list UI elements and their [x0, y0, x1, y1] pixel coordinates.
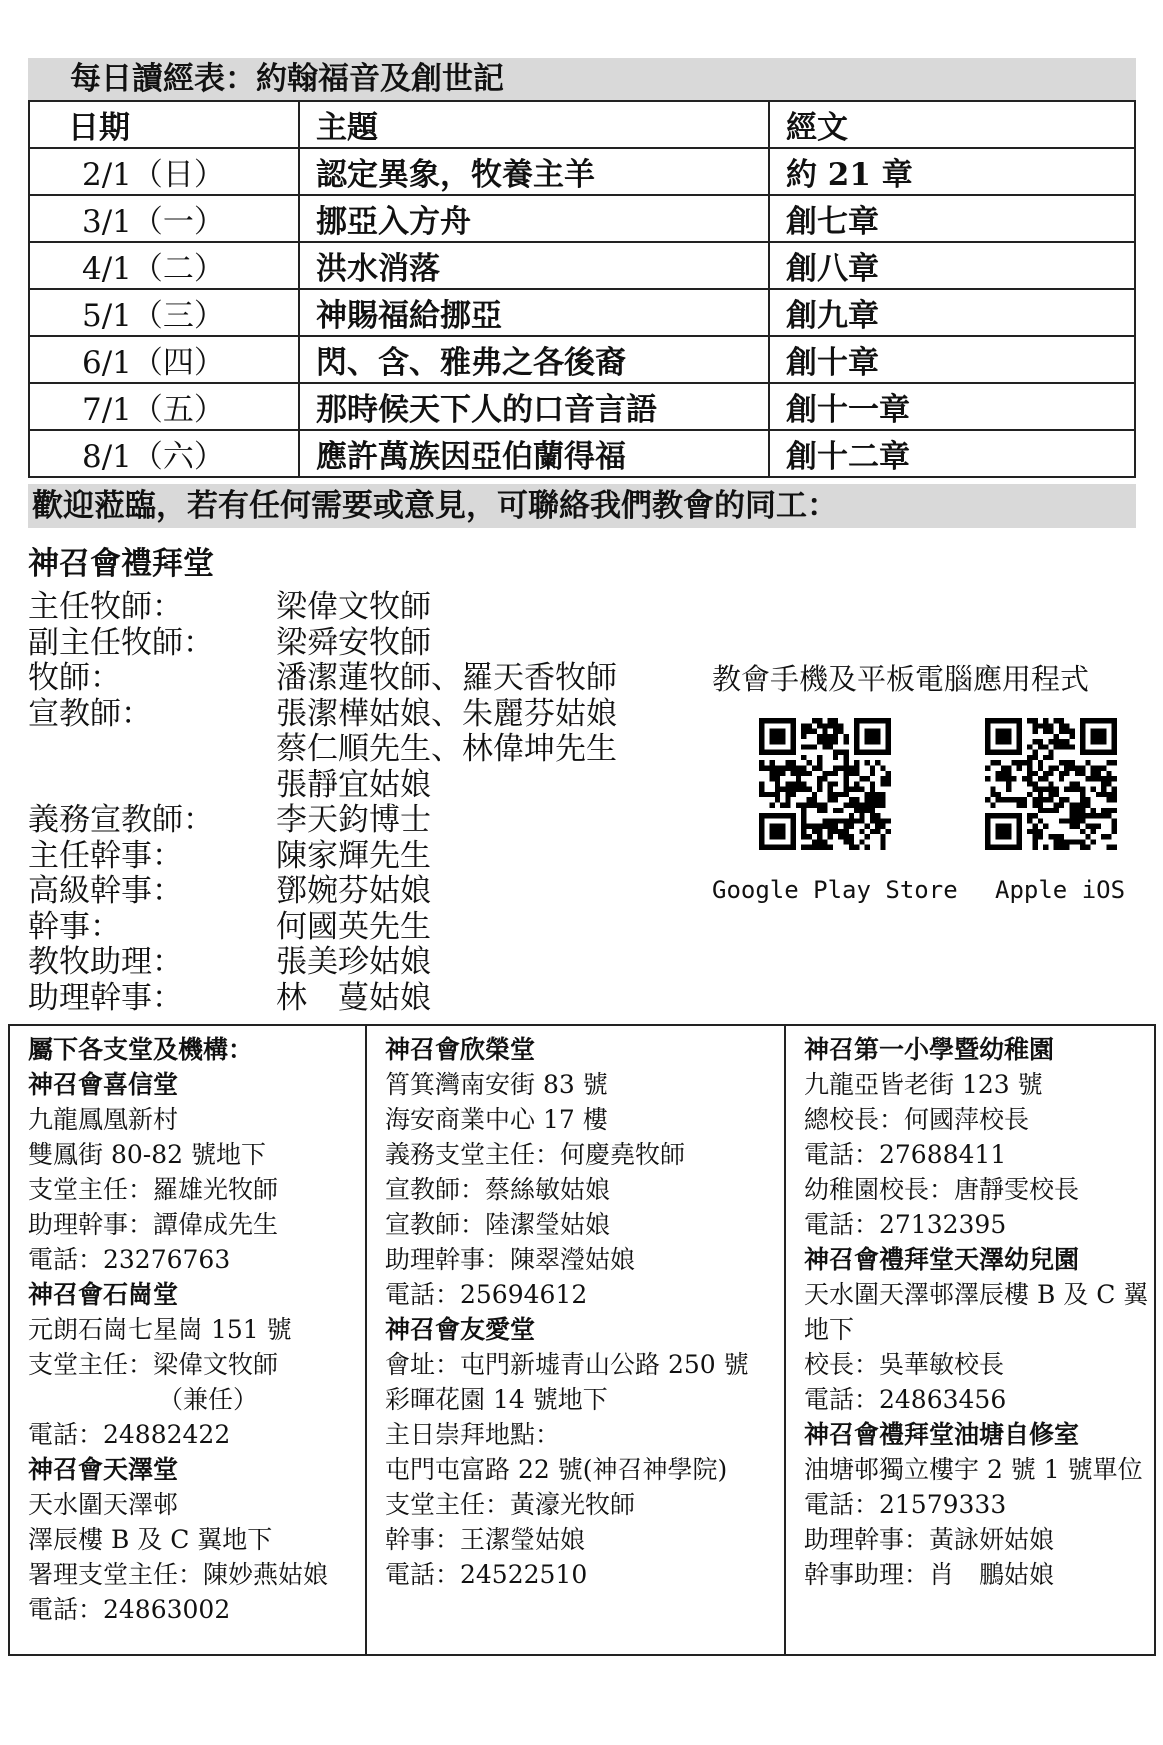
- branch-line: 澤辰樓 B 及 C 翼地下: [28, 1525, 273, 1554]
- branch-line: 電話：24863456: [804, 1385, 1007, 1414]
- branch-line: 電話：27132395: [804, 1210, 1007, 1239]
- column-header-theme: 主題: [299, 101, 769, 148]
- branch-heading: 屬下各支堂及機構：: [28, 1035, 254, 1064]
- date-cell: 7/1（五）: [29, 383, 299, 430]
- branch-heading: 神召第一小學暨幼稚園: [804, 1035, 1055, 1064]
- branch-line: 雙鳳街 80-82 號地下: [28, 1140, 266, 1169]
- scripture-cell: 創十二章: [769, 430, 1135, 477]
- branch-line: 主日崇拜地點：: [385, 1420, 561, 1449]
- staff-role: 主任幹事：: [28, 837, 183, 874]
- branch-line: 幹事助理：肖 鵬姑娘: [804, 1560, 1055, 1589]
- reading-plan-title: 每日讀經表：約翰福音及創世記: [28, 58, 1136, 100]
- branch-heading: 神召會石崗堂: [28, 1280, 179, 1309]
- staff-row: [28, 697, 617, 733]
- branch-line: 電話：24522510: [385, 1560, 588, 1589]
- branch-heading: 神召會欣榮堂: [385, 1035, 536, 1064]
- date-cell: 4/1（二）: [29, 242, 299, 289]
- staff-role: 牧師：: [28, 660, 121, 696]
- date-cell: 8/1（六）: [29, 430, 299, 477]
- table-row: [29, 242, 1135, 289]
- staff-role: 幹事：: [28, 908, 121, 945]
- column-header-scripture: 經文: [769, 101, 1135, 148]
- staff-role: [28, 732, 276, 768]
- staff-names: 李天鈞博士: [276, 802, 431, 838]
- branch-line: 助理幹事：黃詠妍姑娘: [804, 1525, 1055, 1554]
- app-title: 教會手機及平板電腦應用程式: [712, 662, 1090, 696]
- column-header-date: 日期: [29, 101, 299, 148]
- staff-row: [28, 661, 617, 697]
- scripture-cell: 創九章: [769, 289, 1135, 336]
- branch-line: 署理支堂主任：陳妙燕姑娘: [28, 1560, 329, 1589]
- branch-line: 電話：24882422: [28, 1420, 231, 1449]
- branches-column-2: [365, 1026, 784, 1654]
- staff-names: 張潔樺姑娘、朱麗芬姑娘: [276, 695, 617, 732]
- staff-names: 何國英先生: [276, 908, 431, 945]
- staff-row: [28, 945, 617, 981]
- branch-heading: 神召會喜信堂: [28, 1070, 179, 1099]
- branch-line: 總校長：何國萍校長: [804, 1105, 1030, 1134]
- branch-line: 助理幹事：譚偉成先生: [28, 1210, 279, 1239]
- staff-names: 鄧婉芬姑娘: [276, 873, 431, 909]
- staff-row: [28, 874, 617, 910]
- date-cell: 2/1（日）: [29, 148, 299, 195]
- branch-line: 校長：吳華敏校長: [804, 1350, 1005, 1379]
- branch-line: 彩暉花園 14 號地下: [385, 1385, 608, 1414]
- branch-line: 天水圍天澤邨澤辰樓 B 及 C 翼: [804, 1280, 1149, 1309]
- table-row: [29, 430, 1135, 477]
- staff-role: 宣教師：: [28, 695, 152, 732]
- staff-role: 義務宣教師：: [28, 802, 214, 838]
- branch-line: 支堂主任：羅雄光牧師: [28, 1175, 279, 1204]
- theme-cell: 挪亞入方舟: [299, 195, 769, 242]
- scripture-cell: 創八章: [769, 242, 1135, 289]
- branch-line: 天水圍天澤邨: [28, 1490, 179, 1519]
- branch-line: 支堂主任：黃濠光牧師: [385, 1490, 636, 1519]
- branches-column-1: [10, 1026, 365, 1654]
- branch-line: 筲箕灣南安街 83 號: [385, 1070, 608, 1099]
- theme-cell: 認定異象，牧養主羊: [299, 148, 769, 195]
- branch-line: 油塘邨獨立樓宇 2 號 1 號單位: [804, 1455, 1143, 1484]
- apple-ios-qr-code[interactable]: [985, 718, 1117, 850]
- staff-row: [28, 981, 617, 1017]
- reading-plan-table: [28, 100, 1136, 478]
- staff-names: 張靜宜姑娘: [276, 766, 431, 803]
- staff-row: [28, 803, 617, 839]
- table-row: [29, 336, 1135, 383]
- table-row: [29, 383, 1135, 430]
- theme-cell: 神賜福給挪亞: [299, 289, 769, 336]
- staff-names: 梁偉文牧師: [276, 589, 431, 625]
- branch-line: （兼任）: [158, 1385, 259, 1414]
- branch-line: 電話：21579333: [804, 1490, 1007, 1519]
- branch-heading: 神召會禮拜堂天澤幼兒園: [804, 1245, 1080, 1274]
- branch-line: 元朗石崗七星崗 151 號: [28, 1315, 292, 1344]
- staff-role: 副主任牧師：: [28, 624, 214, 661]
- branch-line: 會址：屯門新墟青山公路 250 號: [385, 1350, 749, 1379]
- branches-box: [8, 1024, 1156, 1656]
- branch-line: 海安商業中心 17 樓: [385, 1105, 608, 1134]
- scripture-cell: 創十一章: [769, 383, 1135, 430]
- table-row: [29, 148, 1135, 195]
- staff-row: [28, 590, 617, 626]
- branch-heading: 神召會天澤堂: [28, 1455, 179, 1484]
- table-header-row: [29, 101, 1135, 148]
- branch-line: 助理幹事：陳翠瀅姑娘: [385, 1245, 636, 1274]
- branch-line: 電話：24863002: [28, 1595, 231, 1624]
- branch-line: 電話：23276763: [28, 1245, 231, 1274]
- branch-line: 屯門屯富路 22 號(神召神學院): [385, 1455, 728, 1484]
- theme-cell: 閃、含、雅弗之各後裔: [299, 336, 769, 383]
- welcome-message: 歡迎蒞臨，若有任何需要或意見，可聯絡我們教會的同工：: [28, 484, 1136, 528]
- branch-line: 電話：27688411: [804, 1140, 1007, 1169]
- staff-row: [28, 839, 617, 875]
- branch-line: 九龍鳳凰新村: [28, 1105, 179, 1134]
- staff-row: [28, 732, 617, 768]
- staff-names: 梁舜安牧師: [276, 624, 431, 661]
- table-row: [29, 289, 1135, 336]
- staff-role: 高級幹事：: [28, 873, 183, 909]
- google-play-qr-code[interactable]: [759, 718, 891, 850]
- google-play-label: Google Play Store: [712, 876, 958, 904]
- staff-names: 蔡仁順先生、林偉坤先生: [276, 731, 617, 767]
- branch-line: 支堂主任：梁偉文牧師: [28, 1350, 279, 1379]
- staff-row: [28, 768, 617, 804]
- staff-list: [28, 590, 617, 1016]
- branch-heading: 神召會友愛堂: [385, 1315, 536, 1344]
- branch-line: 宣教師：蔡絲敏姑娘: [385, 1175, 611, 1204]
- date-cell: 5/1（三）: [29, 289, 299, 336]
- date-cell: 3/1（一）: [29, 195, 299, 242]
- branch-line: 幼稚園校長：唐靜雯校長: [804, 1175, 1080, 1204]
- staff-row: [28, 626, 617, 662]
- scripture-cell: 創十章: [769, 336, 1135, 383]
- staff-names: 潘潔蓮牧師、羅天香牧師: [276, 660, 617, 696]
- church-name: 神召會禮拜堂: [28, 546, 214, 582]
- branch-line: 電話：25694612: [385, 1280, 588, 1309]
- branch-line: 宣教師：陸潔瑩姑娘: [385, 1210, 611, 1239]
- staff-names: 張美珍姑娘: [276, 944, 431, 980]
- staff-names: 林 蔓姑娘: [276, 979, 431, 1016]
- theme-cell: 應許萬族因亞伯蘭得福: [299, 430, 769, 477]
- branch-line: 九龍亞皆老街 123 號: [804, 1070, 1043, 1099]
- scripture-cell: 約 21 章: [769, 148, 1135, 195]
- table-row: [29, 195, 1135, 242]
- branch-line: 地下: [804, 1315, 855, 1344]
- branch-line: 義務支堂主任：何慶堯牧師: [385, 1140, 686, 1169]
- theme-cell: 洪水消落: [299, 242, 769, 289]
- staff-row: [28, 910, 617, 946]
- date-cell: 6/1（四）: [29, 336, 299, 383]
- staff-role: [28, 768, 276, 804]
- branches-column-3: [784, 1026, 1154, 1654]
- branch-line: 幹事：王潔瑩姑娘: [385, 1525, 586, 1554]
- staff-names: 陳家輝先生: [276, 837, 431, 874]
- branch-heading: 神召會禮拜堂油塘自修室: [804, 1420, 1080, 1449]
- apple-ios-label: Apple iOS: [995, 876, 1126, 904]
- scripture-cell: 創七章: [769, 195, 1135, 242]
- staff-role: 主任牧師：: [28, 589, 183, 625]
- theme-cell: 那時候天下人的口音言語: [299, 383, 769, 430]
- staff-role: 教牧助理：: [28, 944, 183, 980]
- staff-role: 助理幹事：: [28, 979, 183, 1016]
